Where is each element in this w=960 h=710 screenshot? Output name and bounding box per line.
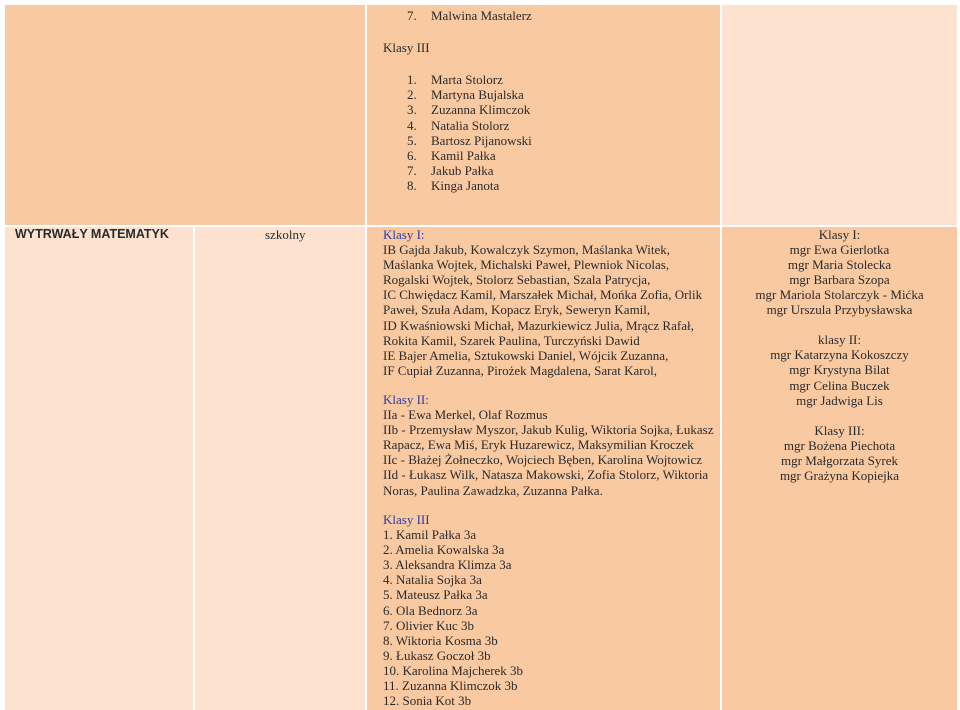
klasy2-line: IIa - Ewa Merkel, Olaf Rozmus [383,407,548,422]
klasy3-line: 4. Natalia Sojka 3a [383,572,482,588]
competition-level: szkolny [265,227,306,242]
top-list-item [407,102,530,117]
klasy2-heading: Klasy II: [383,392,429,407]
klasy1-line: Rogalski Wojtek, Stolorz Sebastian, Szala Patrycja, [383,272,651,288]
teacher-line: mgr Celina Buczek [789,377,890,393]
klasy2-line: Rapacz, Ewa Miś, Eryk Huzarewicz, Maksymilian Kroczek [383,437,694,453]
student-name: Kamil Pałka [431,148,496,163]
teacher-line: mgr Urszula Przybysławska [766,302,913,318]
list-number: 3. [407,102,417,118]
top-left-cell [5,5,365,225]
top-list-item [407,87,524,102]
top-list-item [407,118,509,133]
klasy3-line: 10. Karolina Majcherek 3b [383,662,524,678]
teacher-line: mgr Grażyna Kopiejka [779,467,900,483]
top-list-item [407,163,493,178]
student-name: Marta Stolorz [431,72,503,87]
teacher-line: mgr Ewa Gierlotka [789,242,890,258]
klasy1-heading: Klasy I: [383,227,425,242]
teacher-line: mgr Jadwiga Lis [796,392,883,408]
teacher-line: Klasy I: [818,227,861,242]
list-number: 8. [407,178,417,194]
klasy1-line: ID Kwaśniowski Michał, Mazurkiewicz Julia, Mrącz Rafał, [383,317,694,333]
student-name: Zuzanna Klimczok [431,102,531,118]
teacher-line: mgr Maria Stolecka [787,257,892,273]
top-list-item [407,133,532,148]
klasy1-line: Rokita Kamil, Szarek Paulina, Turczyński Dawid [383,332,640,348]
klasy1-line: Paweł, Szuła Adam, Kopacz Eryk, Seweryn Kamil, [383,302,651,318]
klasy1-line: IB Gajda Jakub, Kowalczyk Szymon, Maślanka Witek, [383,242,670,257]
klasy2-line: Noras, Paulina Zawadzka, Zuzanna Pałka. [383,482,603,498]
klasy3-line: 11. Zuzanna Klimczok 3b [383,678,518,693]
klasy3-line: 2. Amelia Kowalska 3a [383,542,505,558]
student-name: Kinga Janota [431,178,500,194]
student-name: Natalia Stolorz [431,117,510,133]
competition-cell [5,227,193,710]
klasy3-line: 12. Sonia Kot 3b [383,693,472,709]
top-list-item [407,148,496,163]
teacher-line: mgr Mariola Stolarczyk - Mićka [755,287,924,303]
competition-name: WYTRWAŁY MATEMATYK [15,227,169,241]
klasy1-line: IE Bajer Amelia, Sztukowski Daniel, Wójcik Zuzanna, [383,347,669,363]
top-list-item [407,72,503,87]
list-number: 1. [407,72,417,87]
teacher-line: mgr Bożena Piechota [783,437,896,453]
top-klasy3-heading: Klasy III [383,40,430,55]
klasy2-line: IId - Łukasz Wilk, Natasza Makowski, Zofia Stolorz, Wiktoria [383,467,709,483]
student-name: Bartosz Pijanowski [431,132,532,148]
list-number: 2. [407,87,417,103]
klasy3-line: 3. Aleksandra Klimza 3a [383,557,512,573]
list-number: 7. [407,163,417,179]
klasy2-line: IIb - Przemysław Myszor, Jakub Kulig, Wiktoria Sojka, Łukasz [383,422,714,438]
klasy3-line: 1. Kamil Pałka 3a [383,527,477,542]
teacher-line: mgr Barbara Szopa [789,272,890,288]
top-prev-item: 7. Malwina Mastalerz [407,8,532,23]
list-number: 6. [407,148,417,163]
klasy2-line: IIc - Błażej Żołneczko, Wojciech Bęben, Karolina Wojtowicz [383,452,703,468]
klasy3-heading: Klasy III [383,512,430,527]
level-cell [195,227,365,710]
top-list-item [407,178,499,193]
top-teachers-cell [722,5,957,225]
teacher-line: mgr Małgorzata Syrek [781,452,898,468]
teacher-line: Klasy III: [814,422,865,438]
klasy3-line: 8. Wiktoria Kosma 3b [383,632,498,648]
klasy1-line: IF Cupiał Zuzanna, Pirożek Magdalena, Sarat Karol, [383,362,657,378]
teacher-line: mgr Krystyna Bilat [789,362,890,378]
teacher-line: mgr Katarzyna Kokoszczy [770,347,909,363]
klasy3-line: 6. Ola Bednorz 3a [383,602,478,618]
klasy3-line: 5. Mateusz Pałka 3a [383,587,488,603]
student-name: Martyna Bujalska [431,87,524,103]
klasy3-line: 9. Łukasz Goczoł 3b [383,647,491,663]
klasy3-line: 7. Olivier Kuc 3b [383,617,474,633]
teacher-line: klasy II: [818,332,861,348]
klasy1-line: IC Chwiędacz Kamil, Marszałek Michał, Mońka Zofia, Orlik [383,287,703,303]
list-number: 4. [407,117,417,133]
klasy1-line: Maślanka Wojtek, Michalski Paweł, Plewniok Nicolas, [383,257,670,273]
student-name: Jakub Pałka [431,163,494,179]
list-number: 5. [407,132,417,148]
